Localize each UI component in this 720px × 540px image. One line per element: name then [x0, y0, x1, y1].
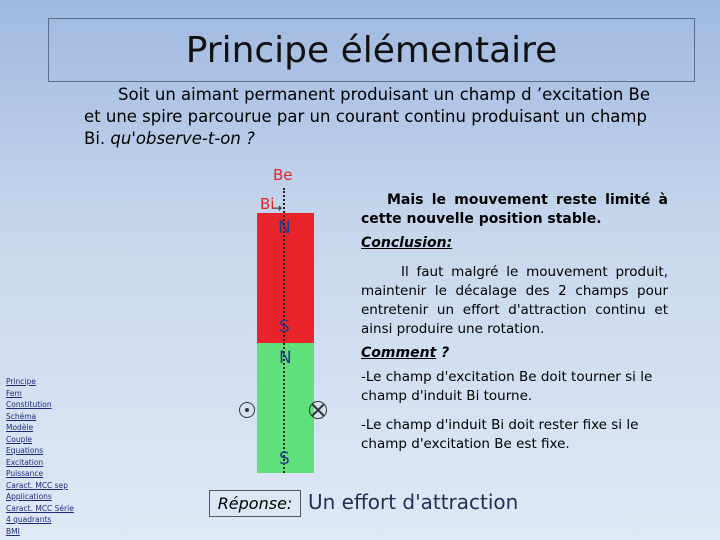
nav-link-4-quadrants[interactable]: 4 quadrants	[6, 515, 52, 524]
current-out-dot-icon	[239, 402, 255, 418]
conclusion-heading: Conclusion:	[361, 235, 453, 251]
nav-link-principe[interactable]: Principe	[6, 377, 36, 386]
pole-label-n-top: N	[278, 218, 291, 238]
pole-label-n-bottom: N	[279, 348, 292, 368]
stable-position-paragraph: Mais le mouvement reste limité à cette nouvelle position stable.	[361, 192, 668, 227]
intro-line-3a: Bi.	[84, 129, 106, 148]
intro-line-1: Soit un aimant permanent produisant un champ d ’excitation Be	[118, 85, 650, 104]
bi-arrow-icon: →	[272, 201, 283, 215]
pole-label-s-top: S	[279, 317, 290, 337]
comment-heading: Comment ?	[361, 345, 450, 361]
be-field-label: Be	[273, 166, 293, 184]
nav-link-bmi[interactable]: BMI	[6, 526, 20, 536]
page-title: Principe élémentaire	[185, 29, 558, 71]
nav-link-puissance[interactable]: Puissance	[6, 469, 44, 478]
excitation-rule-paragraph: -Le champ d'excitation Be doit tourner si le champ d'induit Bi tourne.	[361, 369, 653, 404]
title-box	[48, 18, 695, 82]
nav-link-constitution[interactable]: Constitution	[6, 400, 52, 409]
intro-text	[84, 84, 654, 150]
pole-label-s-bottom: S	[279, 449, 290, 469]
slide-navigation	[6, 376, 74, 537]
answer-text: Un effort d'attraction	[308, 490, 519, 514]
current-in-cross-icon	[309, 401, 327, 419]
nav-link-schema[interactable]: Schéma	[6, 411, 37, 421]
answer-label: Réponse:	[209, 490, 301, 517]
nav-link-modele[interactable]: Modèle	[6, 423, 34, 432]
induit-rule-paragraph: -Le champ d'induit Bi doit rester fixe si le champ d'excitation Be est fixe.	[361, 417, 639, 452]
nav-link-applications[interactable]: Applications	[6, 492, 52, 501]
bi-field-label: Bi	[260, 195, 275, 213]
conclusion-paragraph: Il faut malgré le mouvement produit, maintenir le décalage des 2 champs pour entretenir un effort d'attraction continu et ainsi produire une rotation.	[361, 264, 668, 337]
nav-link-fem[interactable]: Fem	[6, 388, 22, 398]
nav-link-equations[interactable]: Equations	[6, 446, 44, 455]
nav-link-couple[interactable]: Couple	[6, 434, 33, 444]
nav-link-excitation[interactable]: Excitation	[6, 457, 44, 467]
nav-link-caract-mcc-sep[interactable]: Caract. MCC sep	[6, 480, 68, 490]
intro-line-2: et une spire parcourue par un courant continu produisant un champ	[84, 107, 647, 126]
intro-question: qu'observe-t-on ?	[110, 129, 255, 148]
nav-link-caract-mcc-serie[interactable]: Caract. MCC Série	[6, 503, 74, 513]
